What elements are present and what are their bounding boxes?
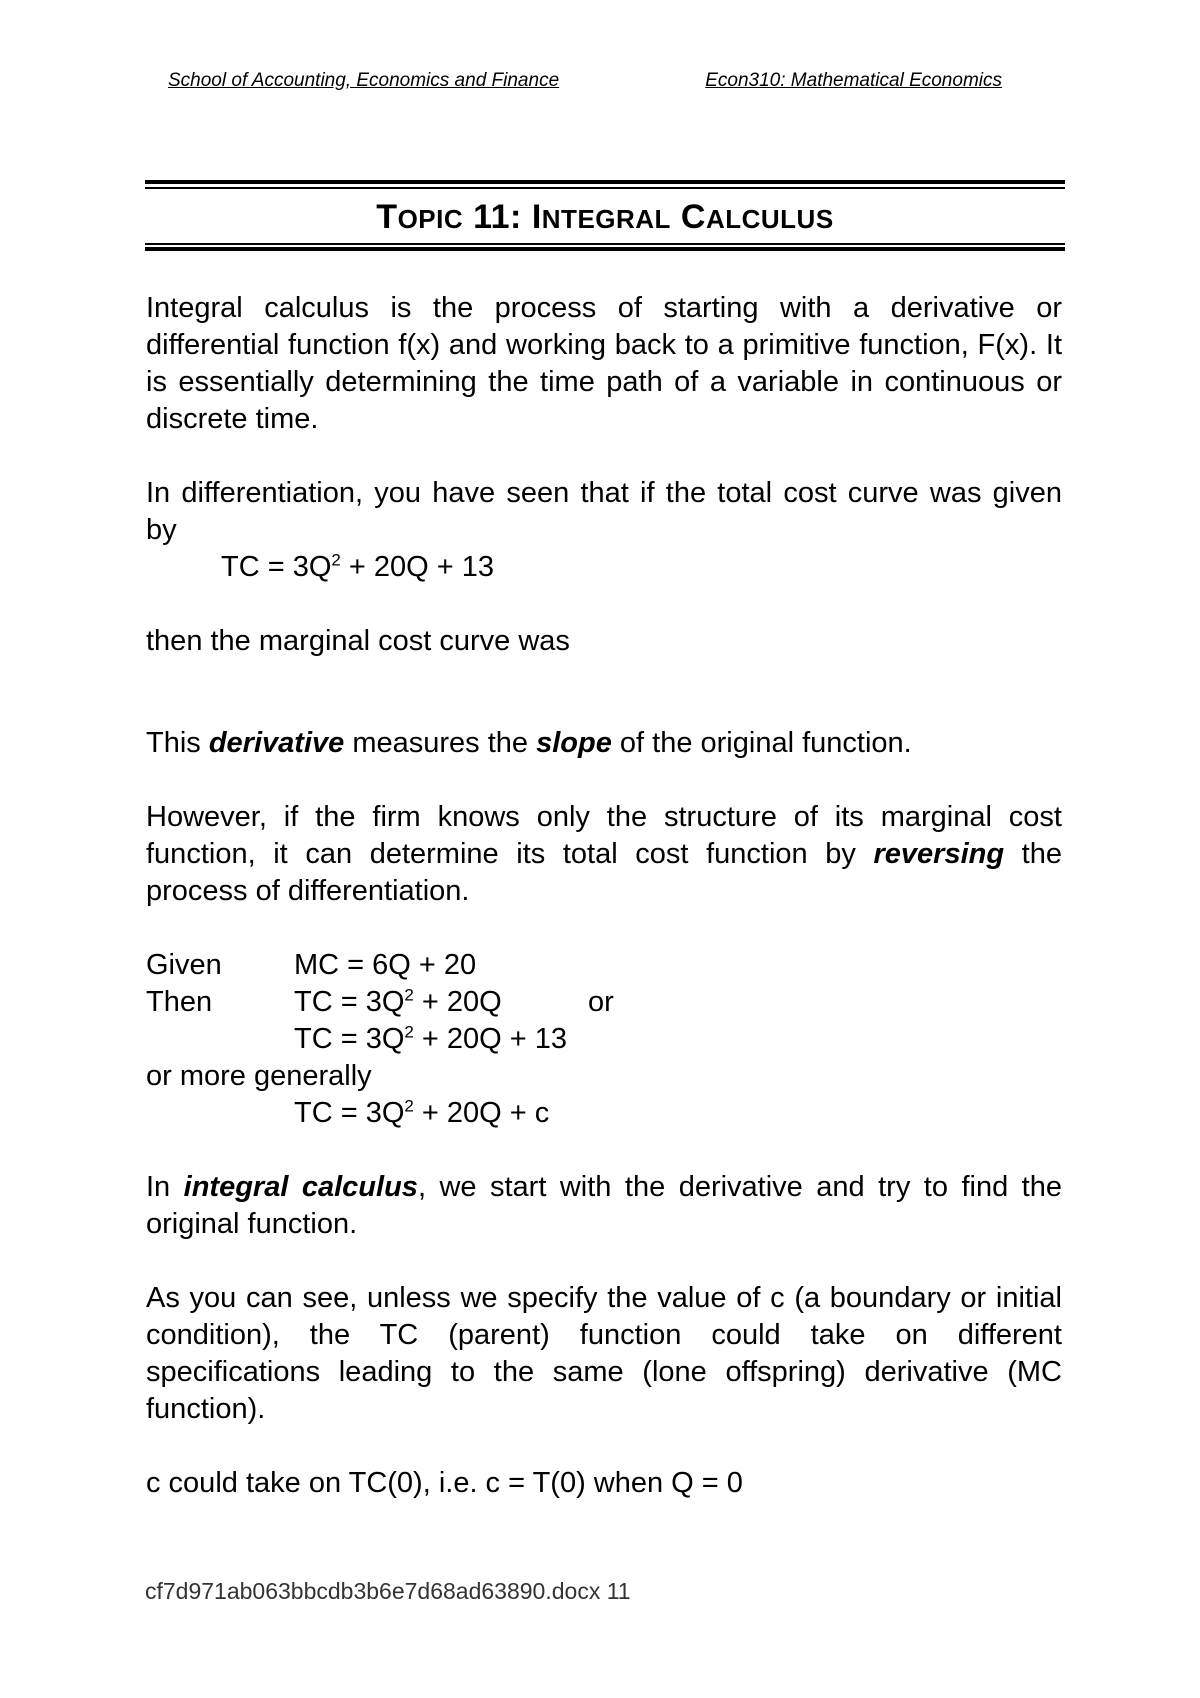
header-course: Econ310: Mathematical Economics — [705, 70, 1002, 91]
page-footer: cf7d971ab063bbcdb3b6e7d68ad63890.docx 11 — [145, 1578, 631, 1604]
paragraph-tc-zero: c could take on TC(0), i.e. c = T(0) when Q = 0 — [146, 1467, 743, 1499]
more-generally-label: or more generally — [146, 1060, 372, 1092]
equation-tc-3: TC = $3Q^2 + 20Q + c$ — [294, 1096, 550, 1129]
equation-tc-2: TC = $3Q^2 + 20Q + 13$ — [294, 1022, 568, 1055]
title-rule-top-thick — [145, 180, 1065, 184]
given-row — [146, 947, 1062, 984]
then-or: or — [588, 986, 614, 1018]
given-equation: MC = 6Q + 20 — [294, 949, 477, 981]
paragraph-marginal-cost: then the marginal cost curve was — [146, 625, 570, 657]
page-title: TOPIC 11: INTEGRAL CALCULUS — [376, 198, 834, 236]
then-label: Then — [146, 986, 213, 1018]
then-equation: TC = $3Q^2 + 20Q$ — [294, 985, 502, 1018]
given-label: Given — [146, 949, 222, 981]
paragraph-reversing: However, if the firm knows only the structure of its marginal cost function, it can determine its total cost function by reversing the process of differentiation. — [146, 801, 1062, 907]
paragraph-intro: Integral calculus is the process of starting with a derivative or differential function f(x) and working back to a primitive function, F(x). It is essentially determining the time path of a variable in continuous or discrete time. — [146, 292, 1062, 435]
title-rule-bottom-thick — [145, 247, 1065, 251]
equation-tc-1: TC = $3Q^2 + 20Q + 13$ — [221, 550, 495, 583]
paragraph-integral-calculus: In integral calculus, we start with the derivative and try to find the original function. — [146, 1171, 1062, 1240]
paragraph-boundary-condition: As you can see, unless we specify the value of c (a boundary or initial condition), the TC (parent) function could take on different specifications leading to the same (lone offspring) derivative (MC function). — [146, 1282, 1062, 1425]
title-rule-top-thin — [145, 187, 1065, 189]
tc-2-row — [146, 1021, 1062, 1058]
paragraph-differentiation: In differentiation, you have seen that if the total cost curve was given by — [146, 477, 1062, 546]
then-row — [146, 984, 1062, 1021]
header-school: School of Accounting, Economics and Finance — [168, 70, 560, 91]
running-header — [168, 70, 1002, 92]
tc-3-row — [146, 1095, 1062, 1132]
document-body — [146, 290, 1062, 1502]
paragraph-derivative-slope: This derivative measures the slope of the original function. — [146, 727, 912, 759]
title-rule-bottom-thin — [145, 243, 1065, 245]
